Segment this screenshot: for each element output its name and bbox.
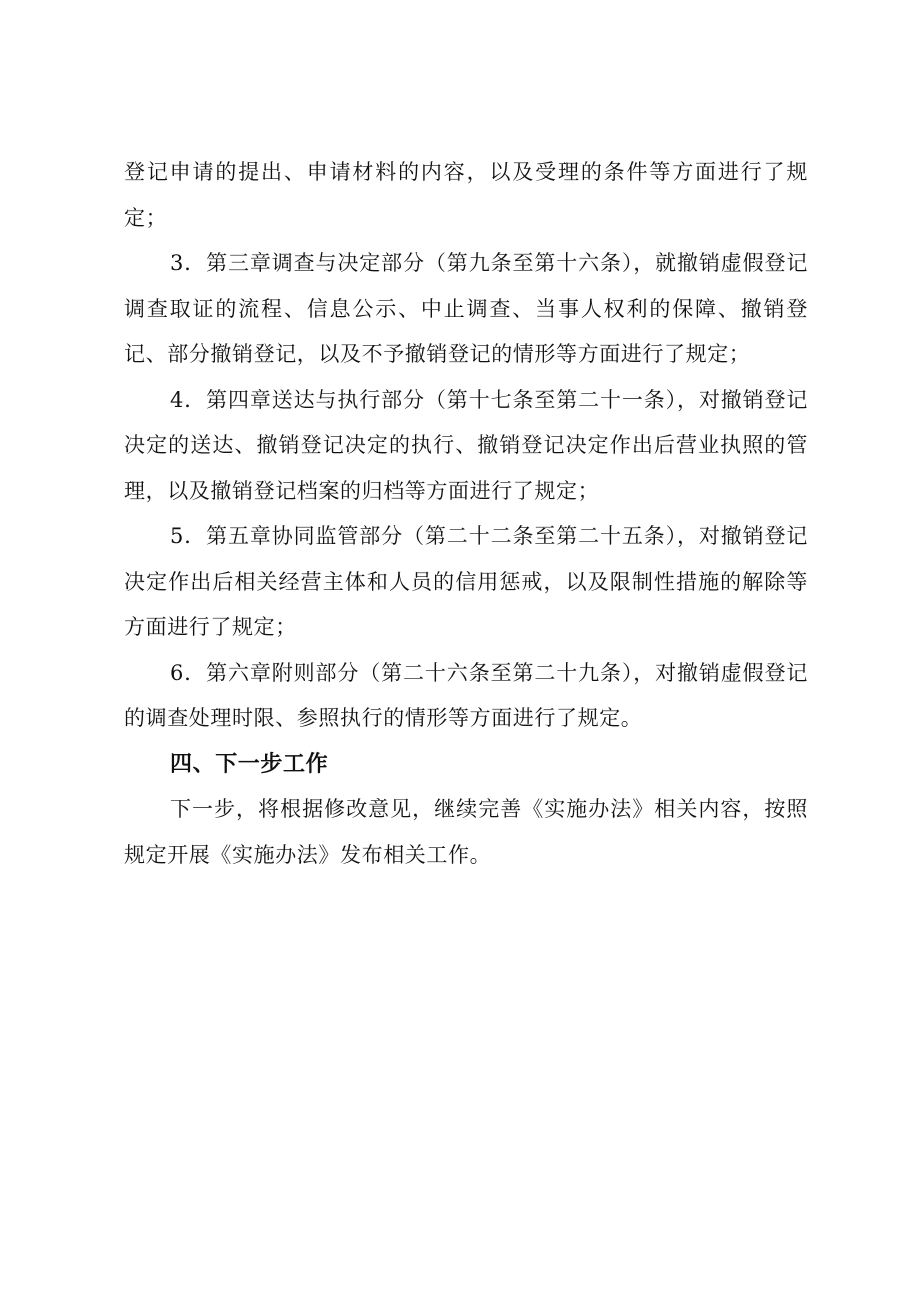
paragraph-item-5: 5．第五章协同监管部分（第二十二条至第二十五条），对撤销登记决定作出后相关经营主体和人员的信用惩戒，以及限制性措施的解除等方面进行了规定；	[124, 524, 808, 639]
section-heading-next-steps: 四、下一步工作	[170, 751, 329, 777]
paragraph-continuation: 登记申请的提出、申请材料的内容，以及受理的条件等方面进行了规定；	[124, 160, 808, 230]
paragraph-item-4: 4．第四章送达与执行部分（第十七条至第二十一条），对撤销登记决定的送达、撤销登记决定的执行、撤销登记决定作出后营业执照的管理，以及撤销登记档案的归档等方面进行了规定；	[124, 387, 808, 503]
paragraph-item-6: 6．第六章附则部分（第二十六条至第二十九条），对撤销虚假登记的调查处理时限、参照执行的情形等方面进行了规定。	[124, 660, 808, 730]
paragraph-item-3: 3．第三章调查与决定部分（第九条至第十六条），就撤销虚假登记调查取证的流程、信息公示、中止调查、当事人权利的保障、撤销登记、部分撤销登记，以及不予撤销登记的情形等方面进行了规定；	[124, 251, 808, 366]
document-body	[124, 150, 808, 878]
paragraph-closing: 下一步，将根据修改意见，继续完善《实施办法》相关内容，按照规定开展《实施办法》发布相关工作。	[124, 797, 808, 867]
